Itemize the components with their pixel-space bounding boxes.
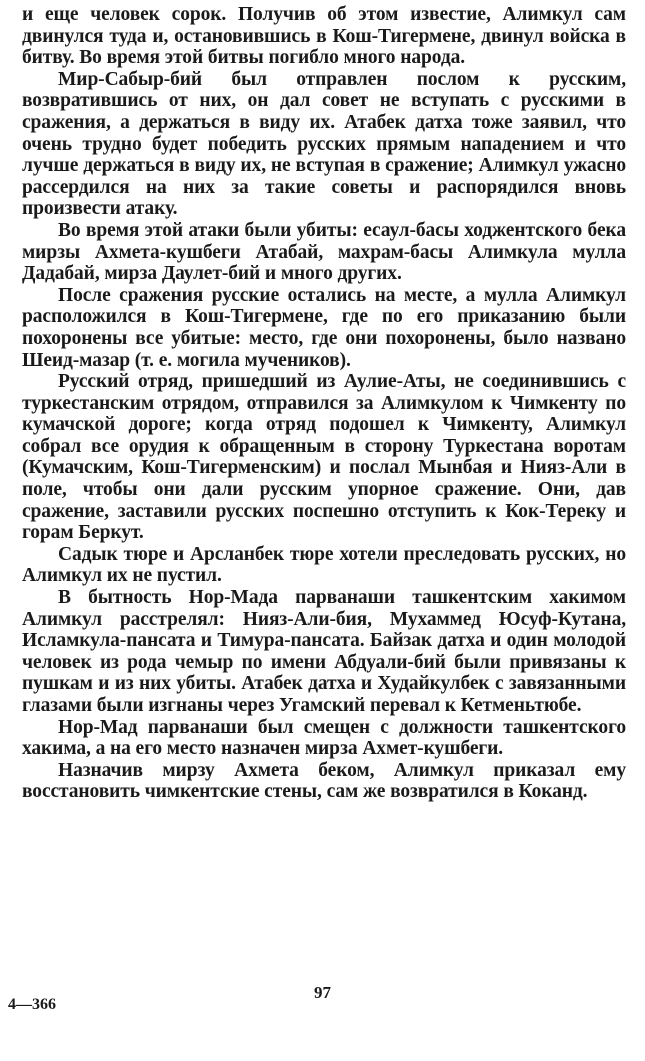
page-number: 97 [314,983,331,1002]
paragraph-3: Во время этой атаки были убиты: есаул-басы ходжентского бека мирзы Ахмета-кушбеги Атабай, махрам-басы Алимкула мулла Дадабай, мирза Даулет-бий и много других. [22,219,626,285]
paragraph-7: В бытность Нор-Мада парванаши ташкентским хакимом Алимкул расстрелял: Нияз-Али-бия, Мухаммед Юсуф-Кутана, Исламкула-пансата и Тимура-пансата. Байзак датха и один молодой человек из рода чемыр по имени Абдуали-бий были привязаны к пушкам и из них убиты. Атабек датха и Худайкулбек с завязанными глазами были изгнаны через Угамский перевал к Кетменьтюбе. [22,587,626,716]
paragraph-4: После сражения русские остались на месте, а мулла Алимкул расположился в Кош-Тигермене, где по его приказанию были похоронены все убитые: место, где они похоронены, было названо Шеид-мазар (т. е. могила мучеников). [22,284,626,371]
paragraph-9: Назначив мирзу Ахмета беком, Алимкул приказал ему восстановить чимкентские стены, сам же возвратился в Коканд. [22,759,626,803]
page-text [22,4,626,803]
paragraph-5: Русский отряд, пришедший из Аулие-Аты, не соединившись с туркестанским отрядом, отправился за Алимкулом к Чимкенту по кумачской дороге; когда отряд подошел к Чимкенту, Алимкул собрал все орудия к обращенным в сторону Туркестана воротам (Кумачским, Кош-Тигерменским) и послал Мынбая и Нияз-Али в поле, чтобы они дали русским упорное сражение. Они, дав сражение, заставили русских поспешно отступить к Кок-Тереку и горам Беркут. [22,371,626,544]
paragraph-2: Мир-Сабыр-бий был отправлен послом к русским, возвратившись от них, он дал совет не вступать с русскими в сражения, а держаться в виду их. Атабек датха тоже заявил, что очень трудно будет победить русских прямым нападением и что лучше держаться в виду их, не вступая в сражение; Алимкул ужасно рассердился на них за такие советы и распорядился вновь произвести атаку. [22,68,626,220]
paragraph-1: и еще человек сорок. Получив об этом известие, Алимкул сам двинулся туда и, остановившись в Кош-Тигермене, двинул войска в битву. Во время этой битвы погибло много народа. [22,4,626,69]
paragraph-6: Садык тюре и Арсланбек тюре хотели преследовать русских, но Алимкул их не пустил. [22,543,626,587]
printer-signature: 4—366 [8,996,56,1013]
paragraph-8: Нор-Мад парванаши был смещен с должности ташкентского хакима, а на его место назначен мирза Ахмет-кушбеги. [22,716,626,760]
